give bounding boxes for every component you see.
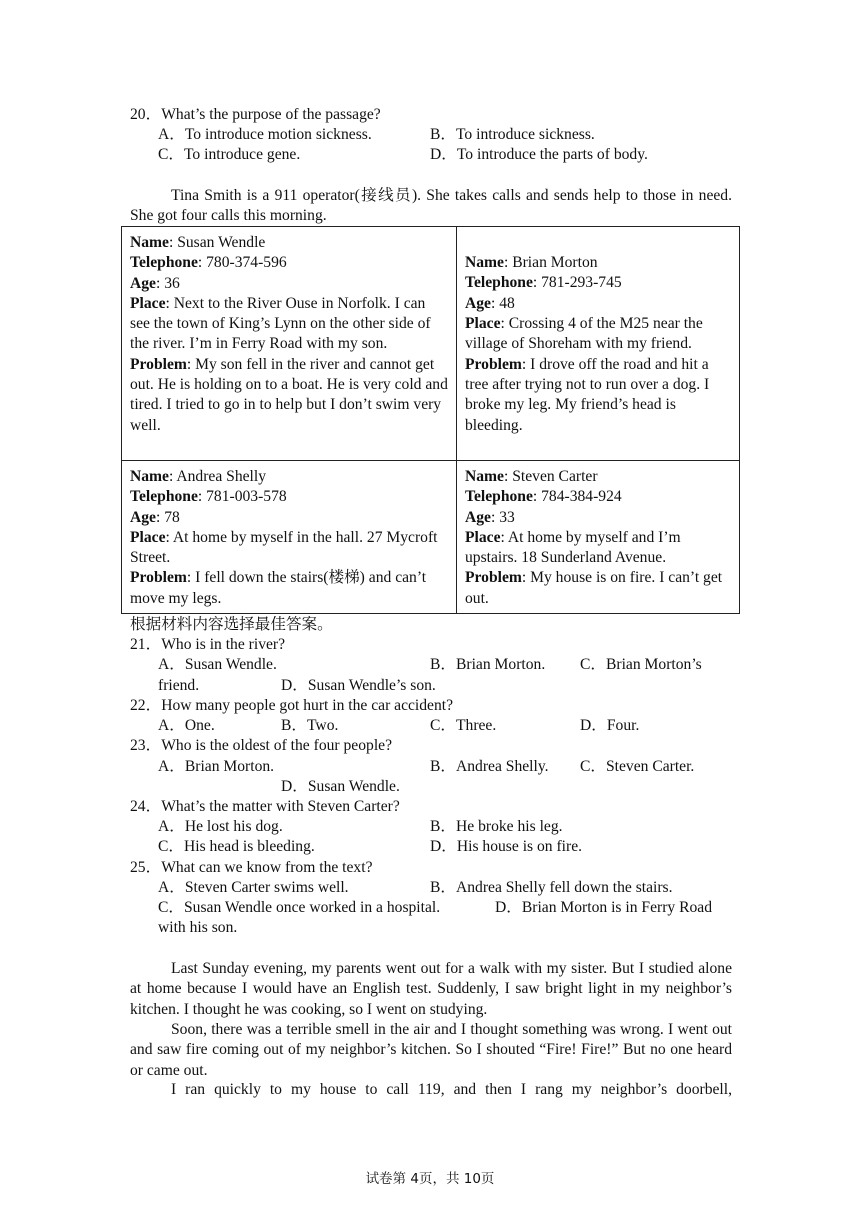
- question-22-option-d: D．Four.: [580, 717, 640, 734]
- caller-age: : 48: [490, 294, 515, 312]
- name-label: Name: [465, 468, 504, 485]
- caller-place: : At home by myself and I’m upstairs. 18 Sunderland Avenue.: [465, 528, 681, 567]
- question-25-option-d: D．Brian Morton is in Ferry Road: [495, 899, 712, 916]
- story-paragraph: Last Sunday evening, my parents went out for a walk with my sister. But I studied alone at home because I would have an English test. Suddenly, I saw bright light in my neighbor’s kitchen. I thought he was cooking, so I went on studying.: [130, 960, 732, 1018]
- question-24-option-d: D．His house is on fire.: [430, 838, 583, 855]
- question-23-option-b: B．Andrea Shelly.: [430, 758, 549, 775]
- caller-telephone: : 781-293-745: [532, 274, 622, 292]
- caller-problem: : I fell down the stairs(楼梯) and can’t move my legs.: [130, 569, 427, 607]
- caller-card: [122, 227, 457, 461]
- telephone-label: Telephone: [465, 274, 533, 292]
- question-25-option-c: C．Susan Wendle once worked in a hospital.: [158, 899, 441, 916]
- telephone-label: Telephone: [465, 488, 533, 506]
- question-20-option-a: A．To introduce motion sickness.: [158, 126, 372, 143]
- caller-age: : 33: [490, 508, 515, 526]
- question-20-option-c: C．To introduce gene.: [158, 146, 301, 163]
- caller-telephone: : 784-384-924: [532, 488, 622, 506]
- telephone-label: Telephone: [130, 254, 198, 272]
- caller-telephone: : 781-003-578: [197, 488, 287, 506]
- caller-card: [457, 227, 740, 461]
- question-24-option-b: B．He broke his leg.: [430, 818, 563, 835]
- question-23-option-d: D．Susan Wendle.: [281, 778, 400, 795]
- question-21-option-b: B．Brian Morton.: [430, 656, 546, 673]
- name-label: Name: [130, 234, 169, 251]
- caller-age: : 36: [155, 274, 180, 292]
- name-label: Name: [130, 468, 169, 485]
- question-20-option-b: B．To introduce sickness.: [430, 126, 595, 143]
- instruction-text: 根据材料内容选择最佳答案。: [130, 616, 333, 633]
- question-24-option-c: C．His head is bleeding.: [158, 838, 315, 855]
- question-23-option-a: A．Brian Morton.: [158, 758, 275, 775]
- question-20-stem: 20．What’s the purpose of the passage?: [130, 106, 381, 123]
- caller-name: : Brian Morton: [503, 254, 598, 272]
- caller-place: : Crossing 4 of the M25 near the village of Shoreham with my friend.: [465, 315, 703, 353]
- problem-label: Problem: [465, 355, 522, 373]
- question-21-option-c: C．Brian Morton’s: [580, 656, 702, 673]
- telephone-label: Telephone: [130, 488, 198, 506]
- caller-place: : Next to the River Ouse in Norfolk. I can see the town of King’s Lynn on the other side of the river. I’m in Ferry Road with my son.: [130, 294, 431, 353]
- intro-paragraph: Tina Smith is a 911 operator(接线员). She takes calls and sends help to those in need. She got four calls this morning.: [130, 187, 732, 225]
- caller-place: : At home by myself in the hall. 27 Mycroft Street.: [130, 528, 438, 567]
- age-label: Age: [465, 294, 491, 312]
- age-label: Age: [130, 508, 156, 526]
- question-22-option-a: A．One.: [158, 717, 215, 734]
- caller-problem: : I drove off the road and hit a tree after trying not to run over a dog. I broke my leg. My friend’s head is bleeding.: [465, 355, 710, 434]
- question-24-stem: 24．What’s the matter with Steven Carter?: [130, 798, 400, 815]
- age-label: Age: [465, 508, 491, 526]
- caller-problem: : My house is on fire. I can’t get out.: [465, 569, 723, 607]
- question-25-option-a: A．Steven Carter swims well.: [158, 879, 349, 896]
- caller-name: : Steven Carter: [503, 468, 598, 485]
- name-label: Name: [465, 254, 504, 272]
- question-25-option-d-continued: with his son.: [158, 919, 238, 936]
- question-25-option-b: B．Andrea Shelly fell down the stairs.: [430, 879, 673, 896]
- question-23-stem: 23．Who is the oldest of the four people?: [130, 737, 392, 754]
- page-footer: 试卷第 4页，共 10页: [365, 1171, 495, 1187]
- problem-label: Problem: [465, 569, 522, 587]
- caller-card: [457, 461, 740, 614]
- question-23-option-c: C．Steven Carter.: [580, 758, 695, 775]
- problem-label: Problem: [130, 569, 187, 587]
- question-22-stem: 22．How many people got hurt in the car accident?: [130, 697, 454, 714]
- caller-telephone: : 780-374-596: [197, 254, 287, 272]
- story-paragraph: Soon, there was a terrible smell in the air and I thought something was wrong. I went out and saw fire coming out of my neighbor’s kitchen. So I shouted “Fire! Fire!” But no one heard or came out.: [130, 1021, 732, 1079]
- place-label: Place: [465, 315, 501, 333]
- question-24-option-a: A．He lost his dog.: [158, 818, 283, 835]
- age-label: Age: [130, 274, 156, 292]
- caller-problem: : My son fell in the river and cannot get out. He is holding on to a boat. He is very cold and tired. I tried to go in to help but I don’t swim very well.: [130, 355, 448, 434]
- place-label: Place: [130, 294, 166, 312]
- question-21-option-c-continued: friend.: [158, 677, 200, 694]
- question-20-option-d: D．To introduce the parts of body.: [430, 146, 648, 163]
- caller-age: : 78: [155, 508, 180, 526]
- problem-label: Problem: [130, 355, 187, 373]
- callers-table: [121, 226, 740, 614]
- place-label: Place: [465, 528, 501, 546]
- place-label: Place: [130, 528, 166, 546]
- caller-card: [122, 461, 457, 614]
- caller-name: : Susan Wendle: [168, 234, 266, 251]
- question-21-option-d: D．Susan Wendle’s son.: [281, 677, 436, 694]
- question-21-option-a: A．Susan Wendle.: [158, 656, 277, 673]
- question-22-option-c: C．Three.: [430, 717, 497, 734]
- question-22-option-b: B．Two.: [281, 717, 339, 734]
- question-21-stem: 21．Who is in the river?: [130, 636, 286, 653]
- caller-name: : Andrea Shelly: [168, 468, 266, 485]
- question-25-stem: 25．What can we know from the text?: [130, 859, 373, 876]
- story-paragraph: I ran quickly to my house to call 119, and then I rang my neighbor’s doorbell,: [171, 1081, 732, 1098]
